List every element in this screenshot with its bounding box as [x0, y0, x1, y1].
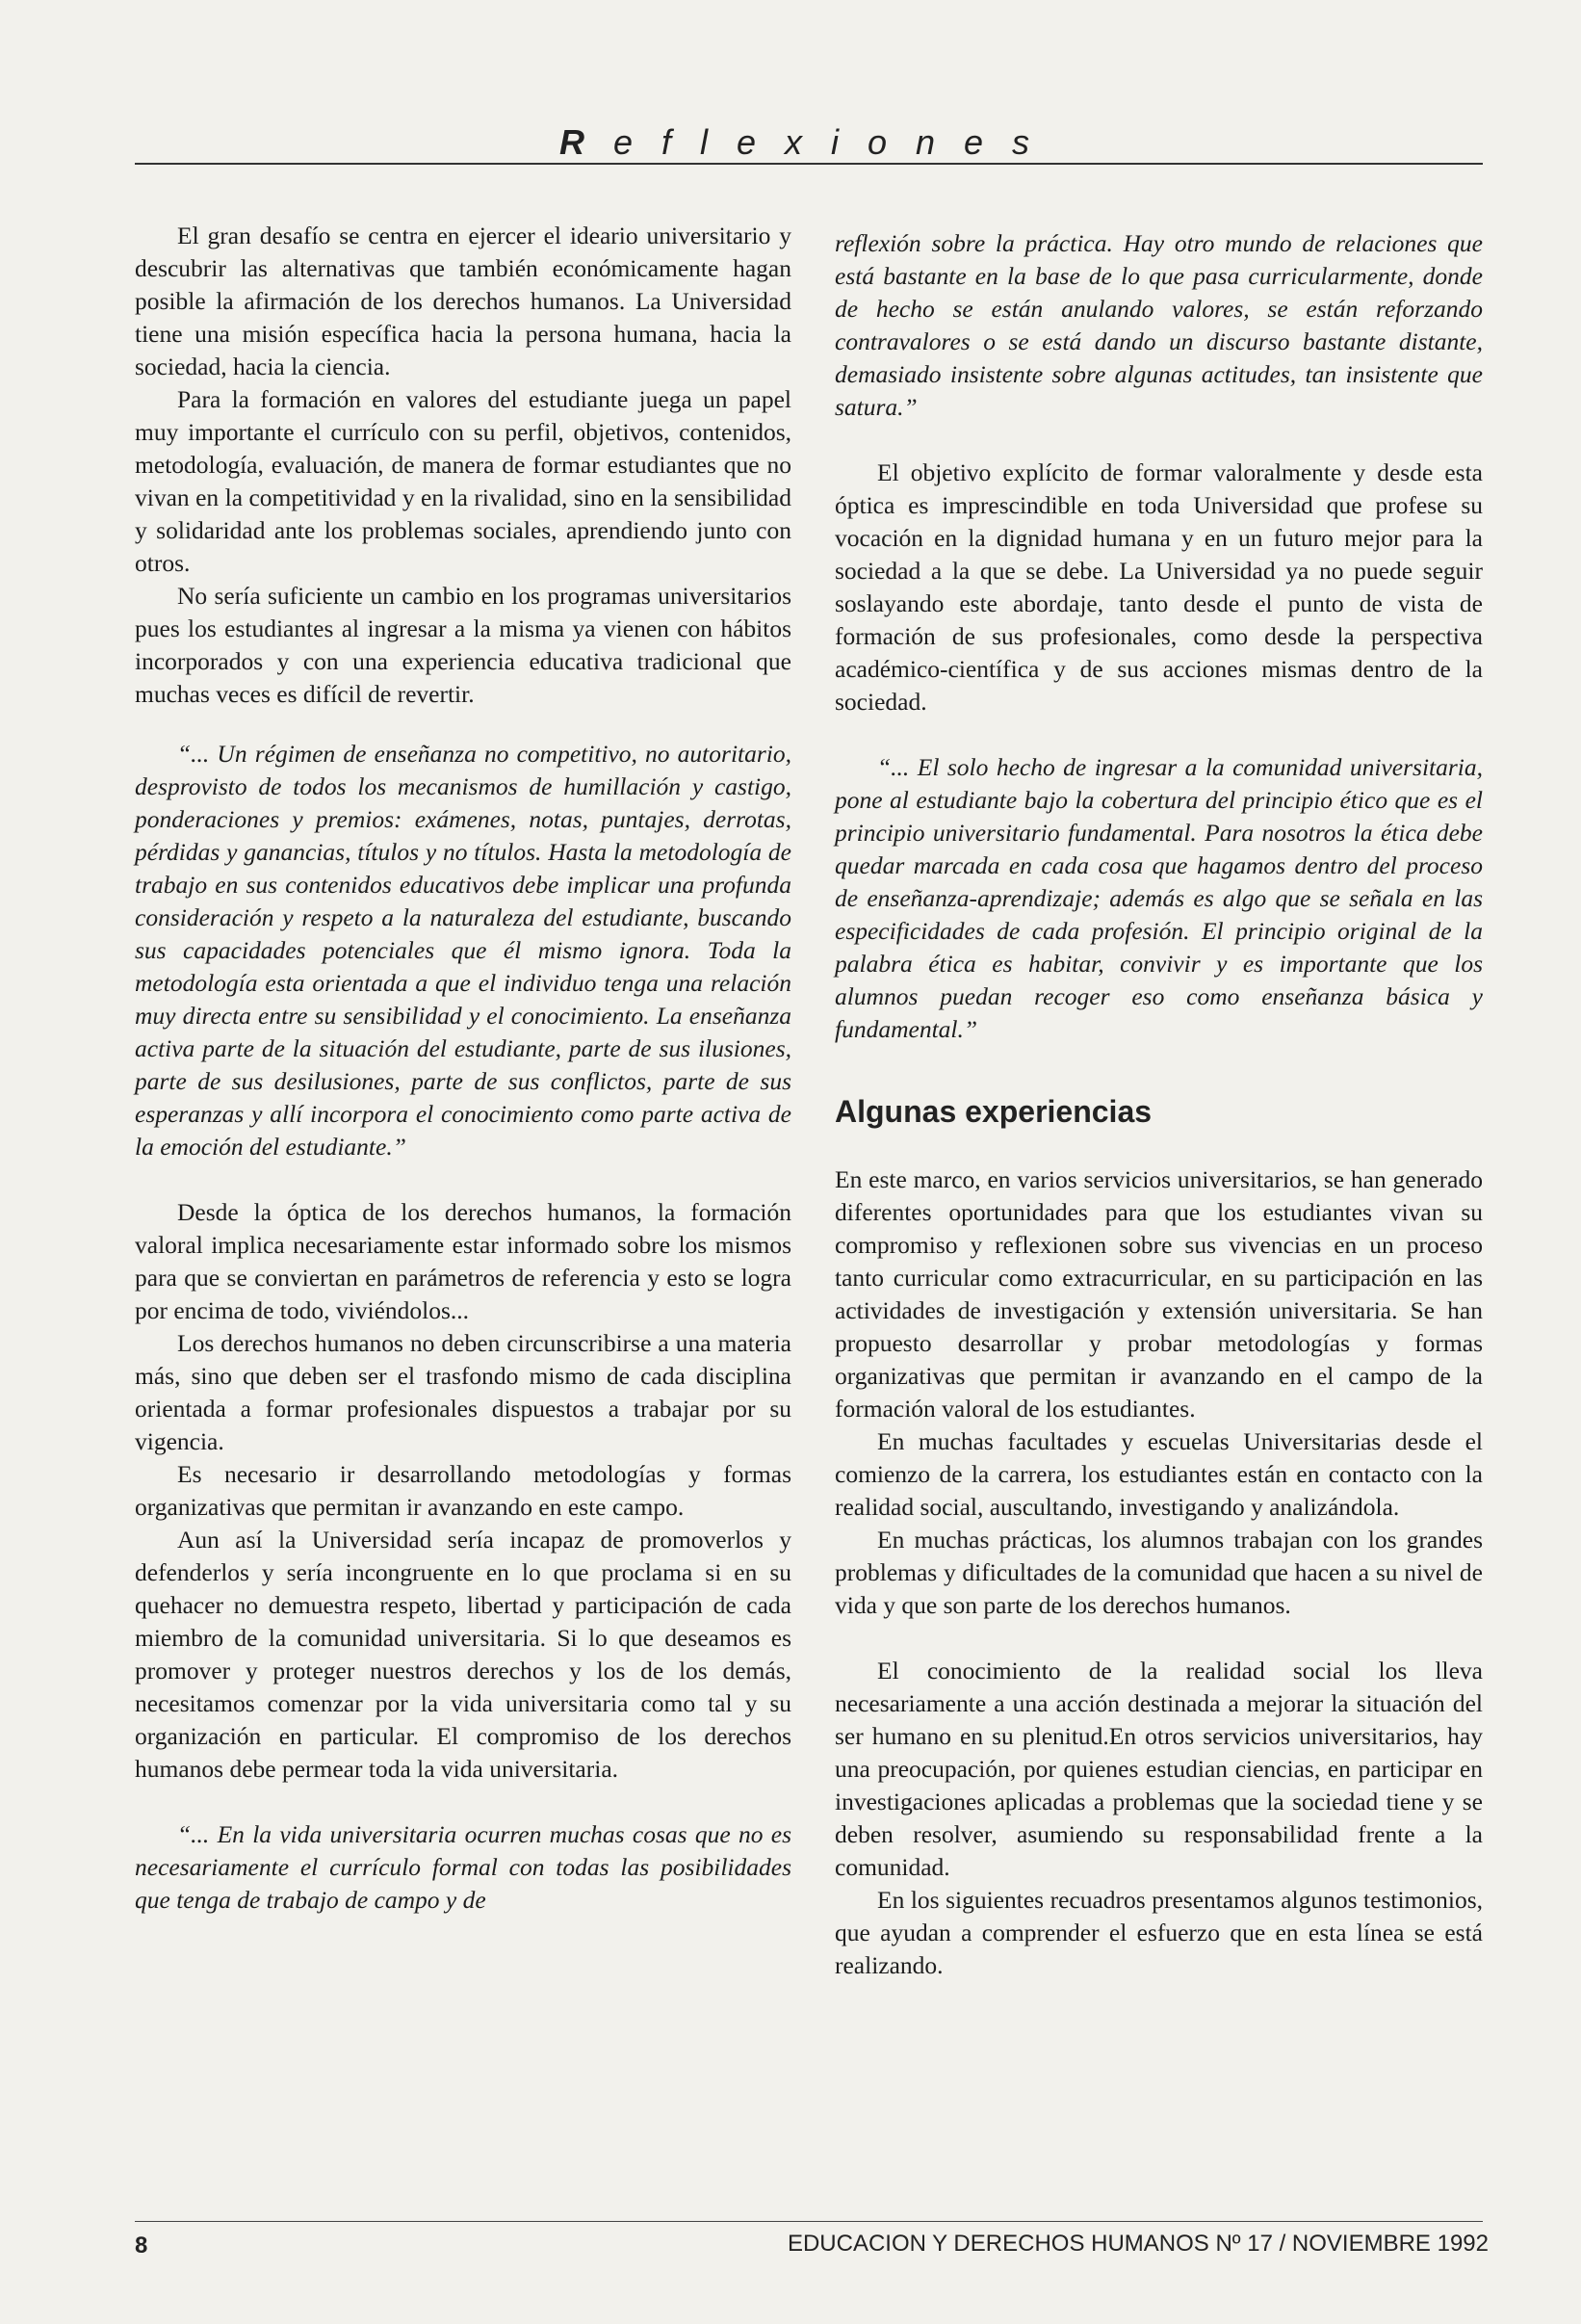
paragraph: Los derechos humanos no deben circunscribirse a una materia más, sino que deben ser el trasfondo mismo de cada disciplina orientada a formar profesionales dispuestos a trabajar por su vigencia.	[135, 1329, 791, 1455]
footer-rule	[135, 2221, 1483, 2222]
running-head-initial: R	[558, 122, 613, 162]
page-number: 8	[135, 2233, 148, 2259]
quote-paragraph: “... En la vida universitaria ocurren muchas cosas que no es necesariamente el currículo formal con todas las posibilidades que tenga de trabajo de campo y de	[135, 1820, 791, 1914]
paragraph: Desde la óptica de los derechos humanos, la formación valoral implica necesariamente estar informado sobre los mismos para que se conviertan en parámetros de referencia y esto se logra por encima de todo, viviéndolos...	[135, 1198, 791, 1324]
paragraph: Aun así la Universidad sería incapaz de promoverlos y defenderlos y sería incongruente en lo que proclama si en su quehacer no demuestra respeto, libertad y participación de cada miembro de la comunidad universitaria. Si lo que deseamos es promover y proteger nuestros derechos y los de los demás, necesitamos comenzar por la vida universitaria como tal y su organización en particular. El compromiso de los derechos humanos debe permear toda la vida universitaria.	[135, 1526, 791, 1783]
left-column	[135, 220, 791, 1917]
paragraph: El objetivo explícito de formar valoralmente y desde esta óptica es imprescindible en toda Universidad que profese su vocación en la dignidad humana y en un futuro mejor para la sociedad a la que se debe. La Universidad ya no puede seguir soslayando este abordaje, tanto desde el punto de vista de formación de sus profesionales, como desde la perspectiva académico-científica y de sus acciones mismas dentro de la sociedad.	[835, 458, 1483, 716]
running-head-rest: eflexiones	[612, 122, 1059, 162]
header-rule	[135, 163, 1483, 165]
running-head	[135, 123, 1483, 162]
paragraph: En los siguientes recuadros presentamos algunos testimonios, que ayudan a comprender el esfuerzo que en esta línea se está realizando.	[835, 1886, 1483, 1979]
paragraph: En muchas facultades y escuelas Universitarias desde el comienzo de la carrera, los estudiantes están en contacto con la realidad social, auscultando, investigando y analizándola.	[835, 1427, 1483, 1521]
paragraph: El conocimiento de la realidad social los lleva necesariamente a una acción destinada a mejorar la situación del ser humano en su plenitud.En otros servicios universitarios, hay una preocupación, por quienes estudian ciencias, en participar en investigaciones aplicadas a problemas que la sociedad tiene y se deben resolver, asumiendo su responsabilidad frente a la comunidad.	[835, 1657, 1483, 1881]
paragraph: El gran desafío se centra en ejercer el ideario universitario y descubrir las alternativas que también económicamente hagan posible la afirmación de los derechos humanos. La Universidad tiene una misión específica hacia la persona humana, hacia la sociedad, hacia la ciencia.	[135, 222, 791, 380]
paragraph: No sería suficiente un cambio en los programas universitarios pues los estudiantes al ingresar a la misma ya vienen con hábitos incorporados y con una experiencia educativa tradicional que muchas veces es difícil de revertir.	[135, 582, 791, 708]
paragraph: Para la formación en valores del estudiante juega un papel muy importante el currículo con su perfil, objetivos, contenidos, metodología, evaluación, de manera de formar estudiantes que no vivan en la competitividad y en la rivalidad, sino en la sensibilidad y solidaridad ante los problemas sociales, aprendiendo junto con otros.	[135, 385, 791, 577]
quote-paragraph: reflexión sobre la práctica. Hay otro mundo de relaciones que está bastante en la base de lo que pasa curricularmente, donde de hecho se están anulando valores, se están reforzando contravalores o se está dando un discurso bastante distante, demasiado insistente sobre algunas actitudes, tan insistente que satura.”	[835, 229, 1483, 421]
quote-paragraph: “... Un régimen de enseñanza no competitivo, no autoritario, desprovisto de todos los mecanismos de humillación y castigo, ponderaciones y premios: exámenes, notas, puntajes, derrotas, pérdidas y ganancias, títulos y no títulos. Hasta la metodología de trabajo en sus contenidos educativos debe implicar una profunda consideración y respeto a la naturaleza del estudiante, buscando sus capacidades potenciales que él mismo ignora. Toda la metodología esta orientada a que el individuo tenga una relación muy directa entre su sensibilidad y el conocimiento. La enseñanza activa parte de la situación del estudiante, parte de sus ilusiones, parte de sus desilusiones, parte de sus conflictos, parte de sus esperanzas y allí incorpora el conocimiento como parte activa de la emoción del estudiante.”	[135, 740, 791, 1161]
footer-publication: EDUCACION Y DERECHOS HUMANOS Nº 17 / NOVIEMBRE 1992	[787, 2231, 1489, 2257]
quote-paragraph: “... El solo hecho de ingresar a la comunidad universitaria, pone al estudiante bajo la cobertura del principio ético que es el principio universitario fundamental. Para nosotros la ética debe quedar marcada en cada cosa que hagamos dentro del proceso de enseñanza-aprendizaje; además es algo que se señala en las especificidades de cada profesión. El principio original de la palabra ética es habitar, convivir y es importante que los alumnos puedan recoger eso como enseñanza básica y fundamental.”	[835, 753, 1483, 1043]
paragraph: En este marco, en varios servicios universitarios, se han generado diferentes oportunidades para que los estudiantes vivan su compromiso y reflexionen sobre sus vivencias en un proceso tanto curricular como extracurricular, en su participación en las actividades de investigación y extensión universitaria. Se han propuesto desarrollar y probar metodologías y formas organizativas que permitan ir avanzando en el campo de la formación valoral de los estudiantes.	[835, 1165, 1483, 1423]
paragraph: En muchas prácticas, los alumnos trabajan con los grandes problemas y dificultades de la comunidad que hacen a su nivel de vida y que son parte de los derechos humanos.	[835, 1526, 1483, 1619]
paragraph: Es necesario ir desarrollando metodologías y formas organizativas que permitan ir avanzando en este campo.	[135, 1460, 791, 1521]
section-heading: Algunas experiencias	[835, 1094, 1153, 1129]
right-column	[835, 227, 1483, 1982]
